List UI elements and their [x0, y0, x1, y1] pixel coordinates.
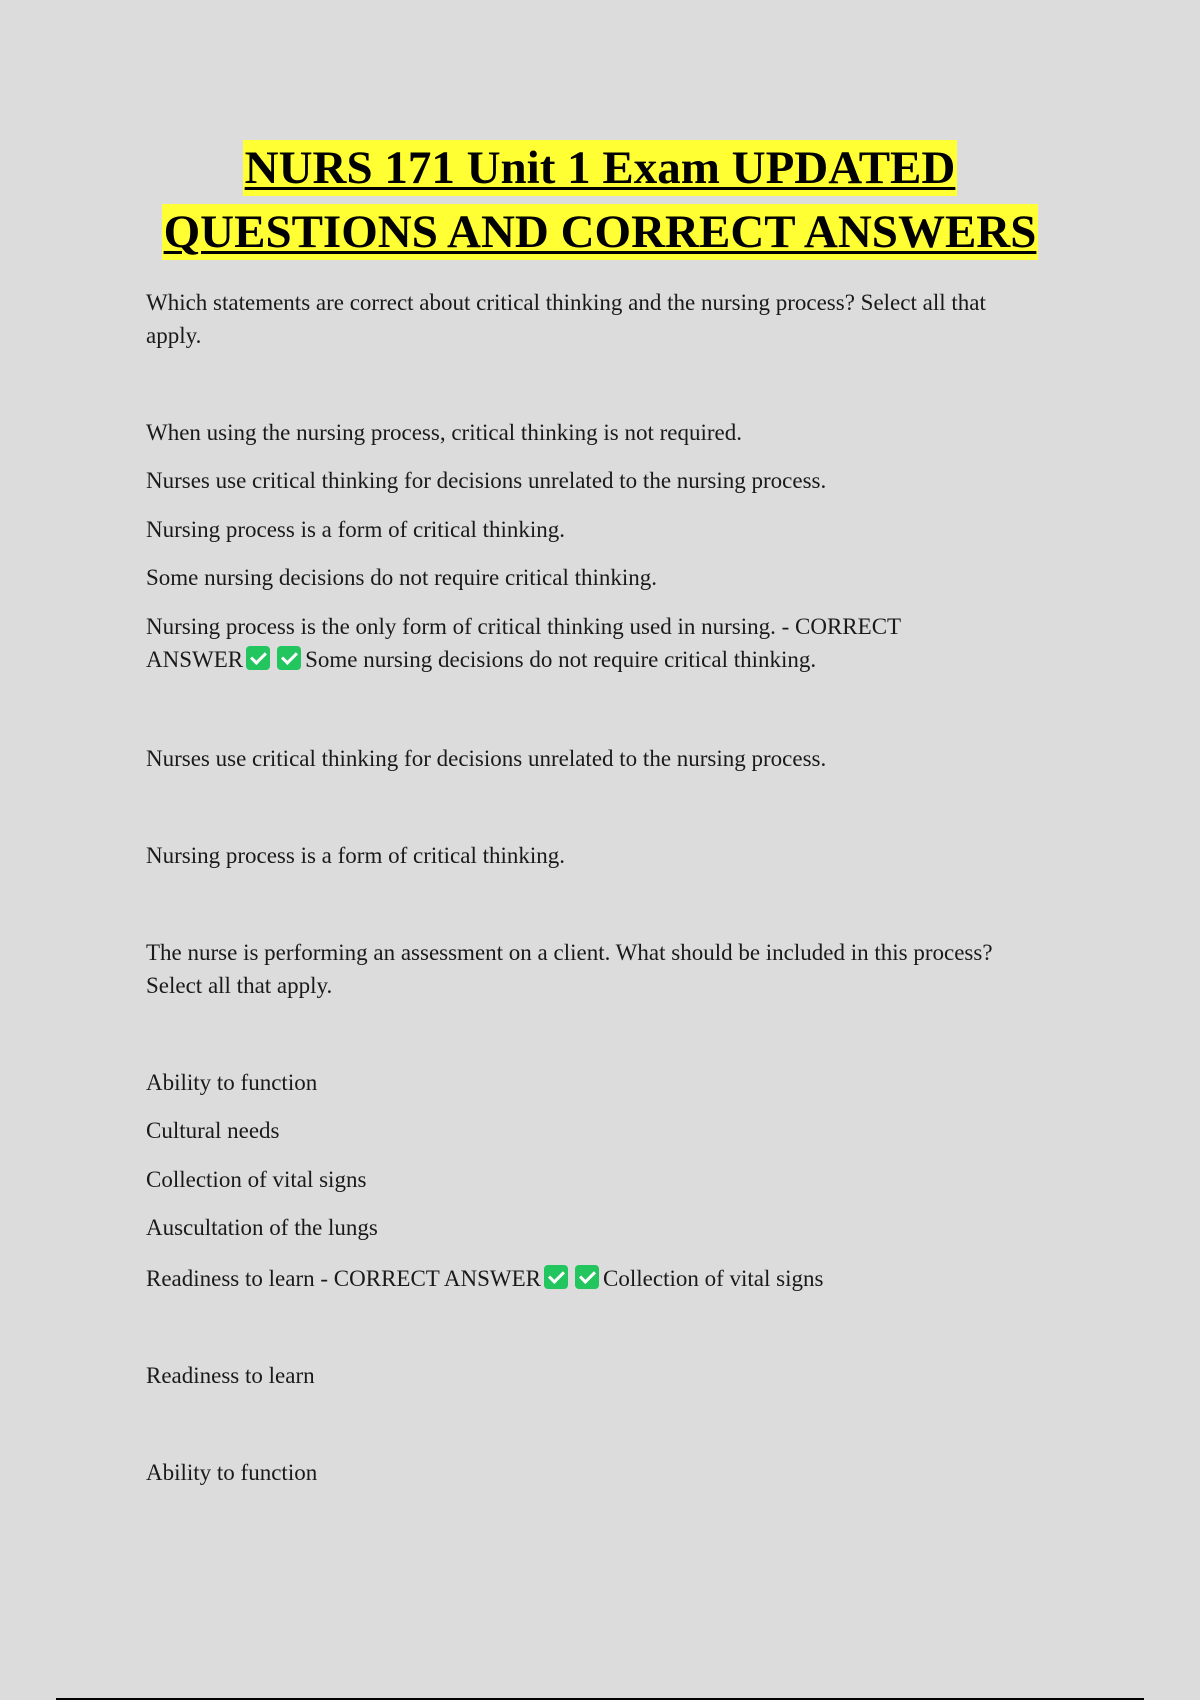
q1-option-3: Nursing process is a form of critical thinking.	[146, 517, 566, 542]
check-mark-icon	[575, 1265, 599, 1289]
q1-option-4: Some nursing decisions do not require critical thinking.	[146, 565, 658, 590]
title-line-2: QUESTIONS AND CORRECT ANSWERS	[163, 206, 1037, 258]
q2-answer-1: Collection of vital signs	[603, 1266, 824, 1291]
question-2-text: The nurse is performing an assessment on a client. What should be included in this process? Select all that apply.	[146, 940, 993, 998]
title-line-1: NURS 171 Unit 1 Exam UPDATED	[244, 142, 956, 194]
q2-option-3: Collection of vital signs	[146, 1167, 367, 1192]
q2-answer-2: Readiness to learn	[146, 1363, 315, 1388]
q2-option-5-with-answer	[146, 1262, 1046, 1295]
q1-option-2: Nurses use critical thinking for decisions unrelated to the nursing process.	[146, 468, 827, 493]
q1-answer-3: Nursing process is a form of critical thinking.	[146, 843, 566, 868]
q1-answer-2: Nurses use critical thinking for decisions unrelated to the nursing process.	[146, 746, 827, 771]
q1-option-5-with-answer	[146, 610, 966, 676]
q1-answer-1: Some nursing decisions do not require critical thinking.	[305, 647, 817, 672]
check-mark-icon	[544, 1265, 568, 1289]
check-mark-icon	[277, 646, 301, 670]
q2-option-4: Auscultation of the lungs	[146, 1215, 378, 1240]
q1-option-1: When using the nursing process, critical thinking is not required.	[146, 420, 742, 445]
q1-option-5-label: Nursing process is the only form of critical thinking used in nursing. - CORRECT ANSWER	[146, 614, 901, 672]
check-mark-icon	[246, 646, 270, 670]
q2-option-2: Cultural needs	[146, 1118, 280, 1143]
document-title	[0, 140, 1200, 268]
q2-answer-3: Ability to function	[146, 1460, 318, 1485]
q2-option-1: Ability to function	[146, 1070, 318, 1095]
question-1-text: Which statements are correct about critical thinking and the nursing process? Select all that apply.	[146, 290, 986, 348]
q2-option-5-label: Readiness to learn - CORRECT ANSWER	[146, 1266, 542, 1291]
